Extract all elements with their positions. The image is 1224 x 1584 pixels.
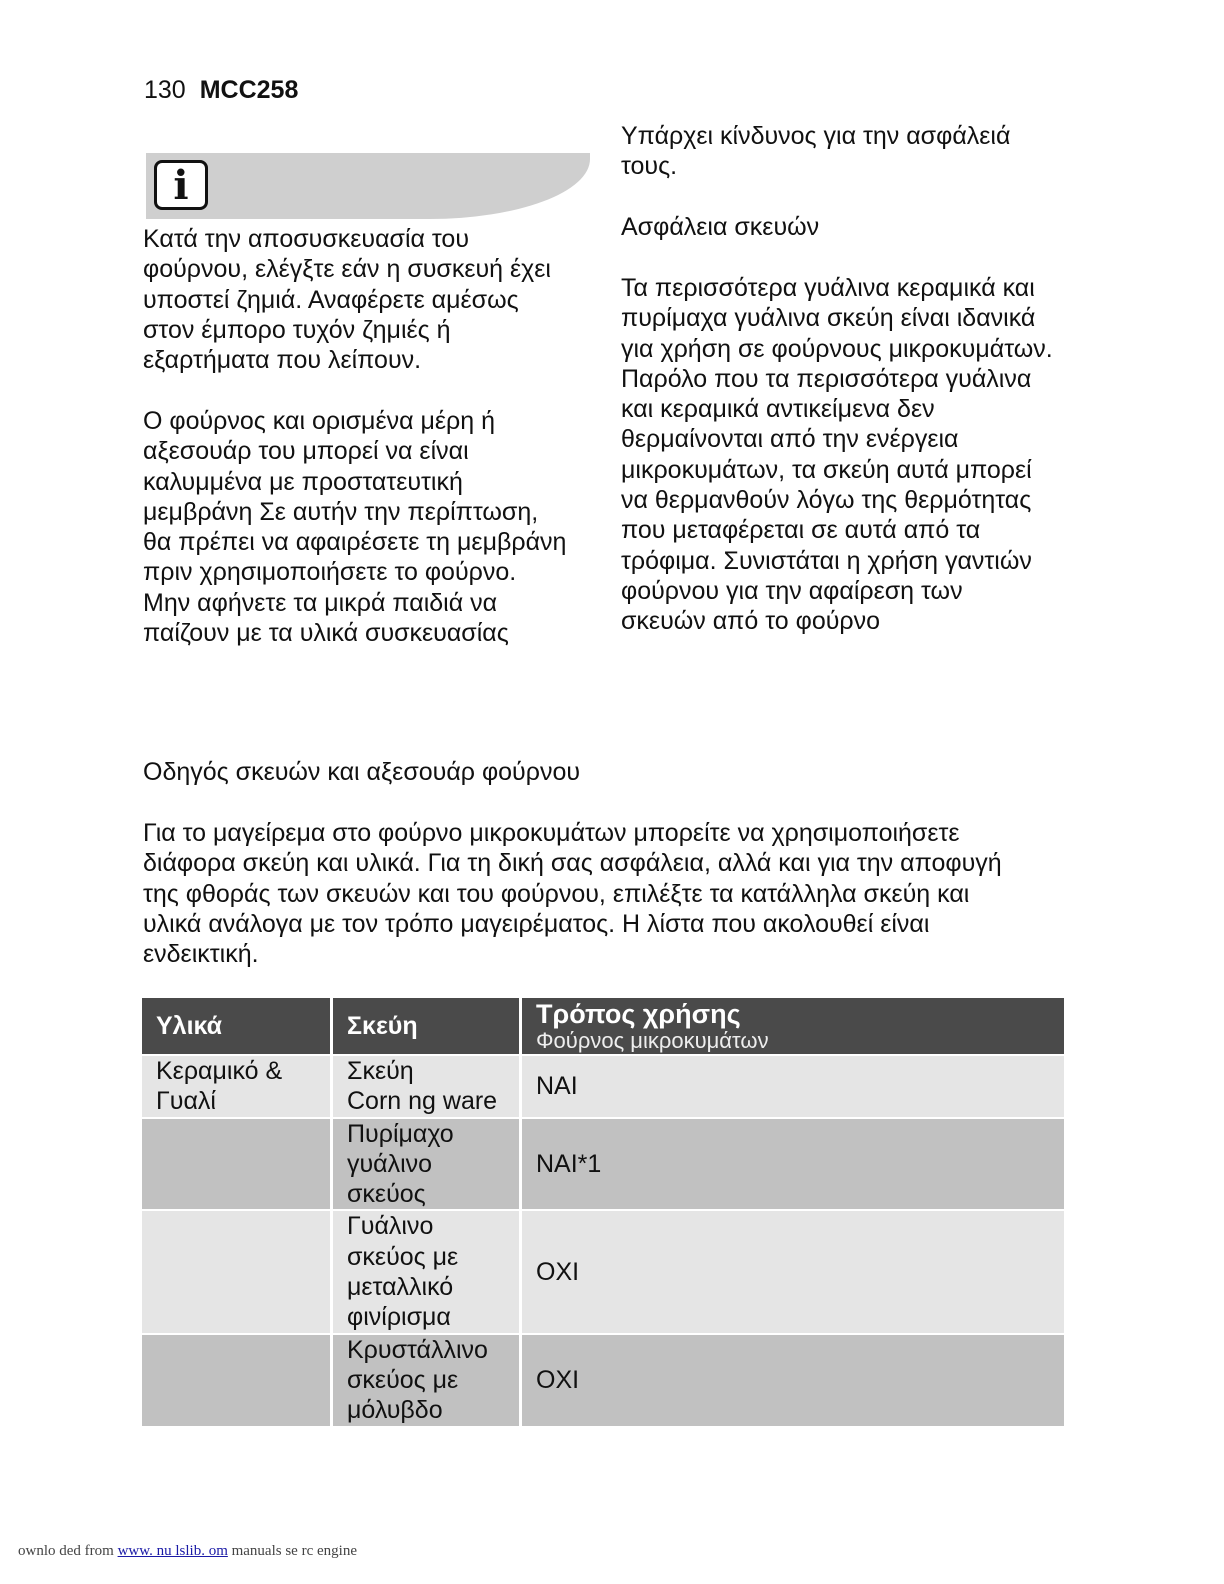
cookware-table [139, 996, 1067, 1428]
cell-item: Γυάλινο σκεύος με μεταλλικό φινίρισμα [333, 1211, 519, 1332]
cell-material [142, 1119, 330, 1210]
unpacking-paragraph: Κατά την αποσυσκευασία του φούρνου, ελέγξτε εάν η συσκευή έχει υποστεί ζημιά. Αναφέρετε αμέσως στον έμπορο τυχόν ζημιές ή εξαρτήματα που λείπουν. [143, 225, 551, 375]
cell-usage: NAI [522, 1056, 1064, 1117]
cell-material [142, 1335, 330, 1426]
footer-prefix: ownlo ded from [18, 1543, 118, 1559]
table-row [142, 1056, 1064, 1117]
header-usage [522, 998, 1064, 1054]
cell-usage: OXI [522, 1335, 1064, 1426]
cell-usage: NAI*1 [522, 1119, 1064, 1210]
info-banner [146, 153, 590, 219]
cookware-safety-heading: Ασφάλεια σκευών [621, 213, 820, 241]
safety-risk-text: Υπάρχει κίνδυνος για την ασφάλειά τους. [621, 122, 1011, 181]
cell-material: Κεραμικό & Γυαλί [142, 1056, 330, 1117]
usage-subheader: Φούρνος μικροκυμάτων [536, 1028, 769, 1054]
cell-item: Κρυστάλλινο σκεύος με μόλυβδο [333, 1335, 519, 1426]
footer-link[interactable]: www. nu lslib. om [117, 1543, 228, 1559]
guide-heading: Οδηγός σκευών και αξεσουάρ φούρνου [143, 758, 581, 786]
membrane-paragraph: Ο φούρνος και ορισμένα μέρη ή αξεσουάρ του μπορεί να είναι καλυμμένα με προστατευτική μεμβράνη Σε αυτήν την περίπτωση, θα πρέπει να αφαιρέσετε τη μεμβράνη πριν χρησιμοποιήσετε το φούρνο. Μην αφήνετε τα μικρά παιδιά να παίζουν με τα υλικά συσκευασίας [143, 407, 567, 648]
download-footer [18, 1543, 357, 1560]
cookware-safety-paragraph: Τα περισσότερα γυάλινα κεραμικά και πυρίμαχα γυάλινα σκεύη είναι ιδανικά για χρήση σε φούρνους μικροκυμάτων. Παρόλο που τα περισσότερα γυάλινα και κεραμικά αντικείμενα δεν θερμαίνονται από την ενέργεια μικροκυμάτων, τα σκεύη αυτά μπορεί να θερμανθούν λόγω της θερμότητας που μεταφέρεται σε αυτά από τα τρόφιμα. Συνιστάται η χρήση γαντιών φούρνου για την αφαίρεση των σκευών από το φούρνο [621, 274, 1053, 636]
header-materials: Υλικά [142, 998, 330, 1054]
usage-title: Τρόπος χρήσης [536, 998, 741, 1029]
page-header [144, 76, 298, 105]
cell-material [142, 1211, 330, 1332]
table-header-row [142, 998, 1064, 1054]
header-cookware: Σκεύη [333, 998, 519, 1054]
page-number: 130 [144, 76, 186, 104]
table-row [142, 1119, 1064, 1210]
table-row [142, 1211, 1064, 1332]
info-icon: i [154, 160, 208, 210]
guide-paragraph: Για το μαγείρεμα στο φούρνο μικροκυμάτων μπορείτε να χρησιμοποιήσετε διάφορα σκεύη και υλικά. Για τη δική σας ασφάλεια, αλλά και για την αποφυγή της φθοράς των σκευών και του φούρνου, επιλέξτε τα κατάλληλα σκεύη και υλικά ανάλογα με τον τρόπο μαγειρέματος. Η λίστα που ακολουθεί είναι ενδεικτική. [143, 819, 1002, 969]
model-name: MCC258 [199, 76, 299, 104]
cell-usage: OXI [522, 1211, 1064, 1332]
cell-item: Σκεύη Corn ng ware [333, 1056, 519, 1117]
cell-item: Πυρίμαχο γυάλινο σκεύος [333, 1119, 519, 1210]
table-row [142, 1335, 1064, 1426]
footer-suffix: manuals se rc engine [227, 1543, 357, 1559]
